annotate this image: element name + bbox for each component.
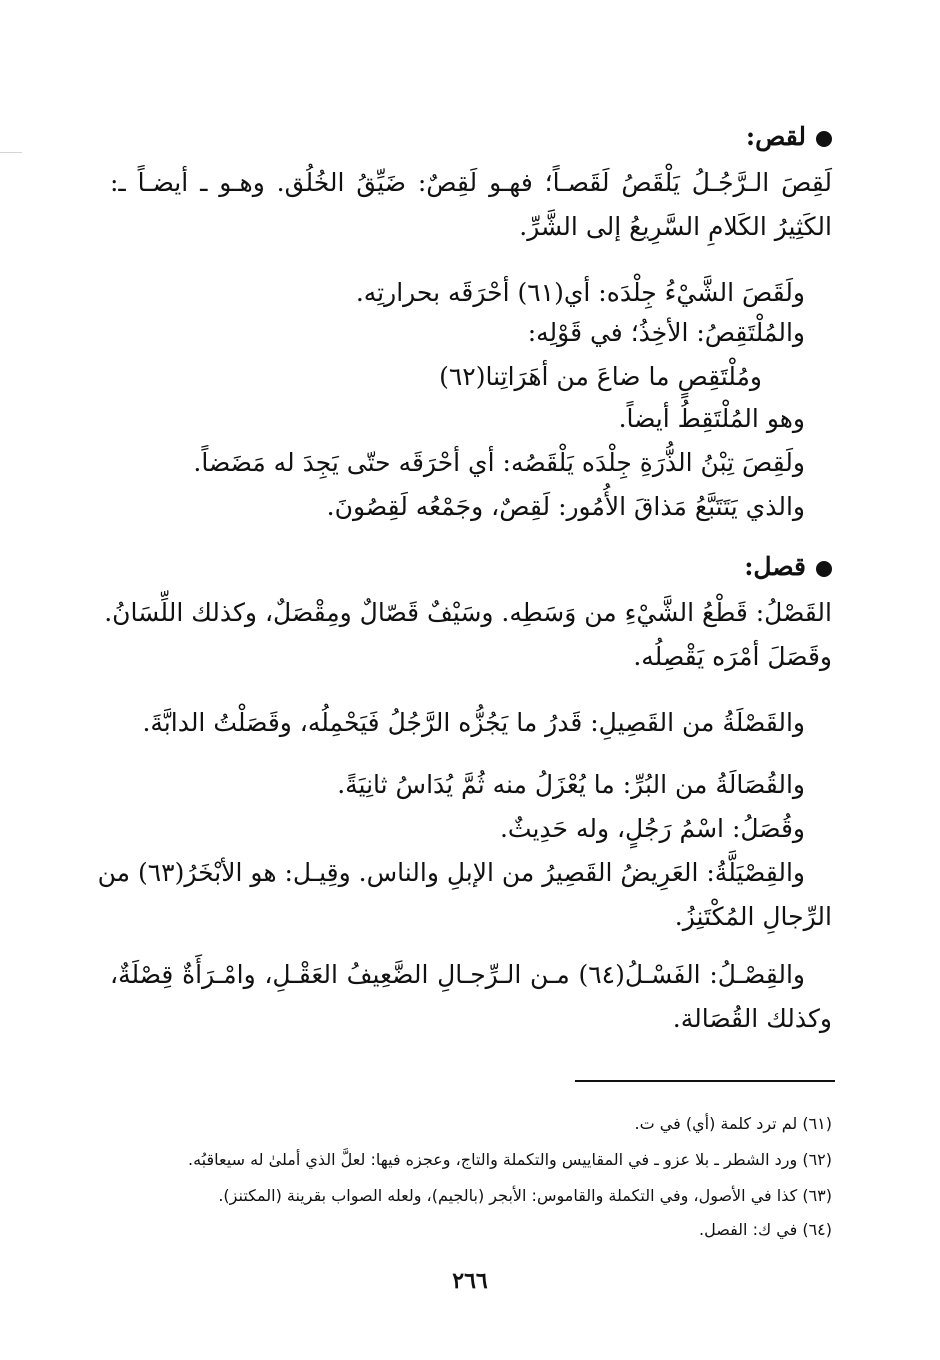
poetry-verse: ومُلْتَقِصٍ ما ضاعَ من أهَرَاتِنا(٦٢)	[439, 362, 762, 391]
entry-line: الكَثِيرُ الكَلامِ السَّرِيعُ إلى الشَّرِّ.	[519, 212, 832, 241]
scan-mark	[0, 152, 22, 153]
entry-line: والذي يَتَتَبَّعُ مَذاقَ الأُمُور: لَقِصٌ، وجَمْعُه لَقِصُونَ.	[326, 492, 805, 521]
entry-line: والمُلْتَقِصُ: الأخِذُ؛ في قَوْلِه:	[527, 318, 805, 347]
entry-line: وقُصَلُ: اسْمُ رَجُلٍ، وله حَدِيثٌ.	[499, 814, 805, 843]
entry-line: لَقِصَ الـرَّجُـلُ يَلْقَصُ لَقَصـاً؛ فهـو لَقِصٌ: ضَيِّقُ الخُلُق. وهـو ـ أيضـاً ـ:	[110, 168, 832, 197]
entry-heading-qasl	[744, 550, 832, 584]
entry-line: والقُصَالَةُ من البُرِّ: ما يُعْزَلُ منه ثُمَّ يُدَاسُ ثانِيَةً.	[337, 770, 805, 799]
entry-line: وكذلك القُصَالة.	[672, 1004, 832, 1033]
footnote: (٦٤) في ك: الفصل.	[699, 1220, 832, 1239]
entry-heading-text: قصل:	[744, 552, 806, 581]
entry-line: وهو المُلْتَقِطُ أيضاً.	[618, 404, 805, 433]
footnote: (٦١) لم ترد كلمة (أي) في ت.	[634, 1114, 832, 1133]
page-number: ٢٦٦	[452, 1268, 488, 1294]
bullet-icon	[816, 131, 832, 147]
entry-line: وقَصَلَ أمْرَه يَقْصِلُه.	[633, 642, 832, 671]
entry-line: القَصْلُ: قَطْعُ الشَّيْءِ من وَسَطِه. وسَيْفٌ قَصّالٌ ومِقْصَلٌ، وكذلك اللِّسَانُ.	[104, 598, 832, 627]
entry-line: ولَقَصَ الشَّيْءُ جِلْدَه: أي(٦١) أحْرَقَه بحرارتِه.	[355, 278, 805, 307]
entry-heading-text: لقص:	[745, 122, 806, 151]
entry-heading-laqs	[746, 120, 832, 154]
entry-line: الرِّجالِ المُكْتَنِزُ.	[674, 902, 832, 931]
entry-line: ولَقِصَ تِبْنُ الذُّرَةِ جِلْدَه يَلْقَصُه: أي أحْرَقَه حتّى يَجِدَ له مَضَضاً.	[193, 448, 805, 477]
bullet-icon	[816, 561, 832, 577]
entry-line: والقَصْلَةُ من القَصِيلِ: قَدرُ ما يَجُزُّه الرَّجُلُ فَيَحْمِلُه، وقَصَلْتُ الدابَّةَ.	[142, 708, 805, 737]
footnote: (٦٢) ورد الشطر ـ بلا عزو ـ في المقاييس والتكملة والتاج، وعجزه فيها: لعلَّ الذي أملىٰ له سيعاقبُه.	[188, 1150, 832, 1169]
entry-line: والقِصْيَلَّةُ: العَرِيضُ القَصِيرُ من الإبلِ والناس. وقِيـل: هو الأبْخَرُ(٦٣) من	[97, 858, 805, 887]
entry-line: والقِصْـلُ: الفَسْـلُ(٦٤) مـن الـرِّجـالِ الضَّعِيفُ العَقْـلِ، وامْـرَأَةٌ قِصْلَةٌ،	[110, 960, 805, 989]
footnote: (٦٣) كذا في الأصول، وفي التكملة والقاموس: الأبجر (بالجيم)، ولعله الصواب بقرينة (المكتنز).	[218, 1186, 832, 1205]
footnote-separator	[575, 1080, 835, 1082]
